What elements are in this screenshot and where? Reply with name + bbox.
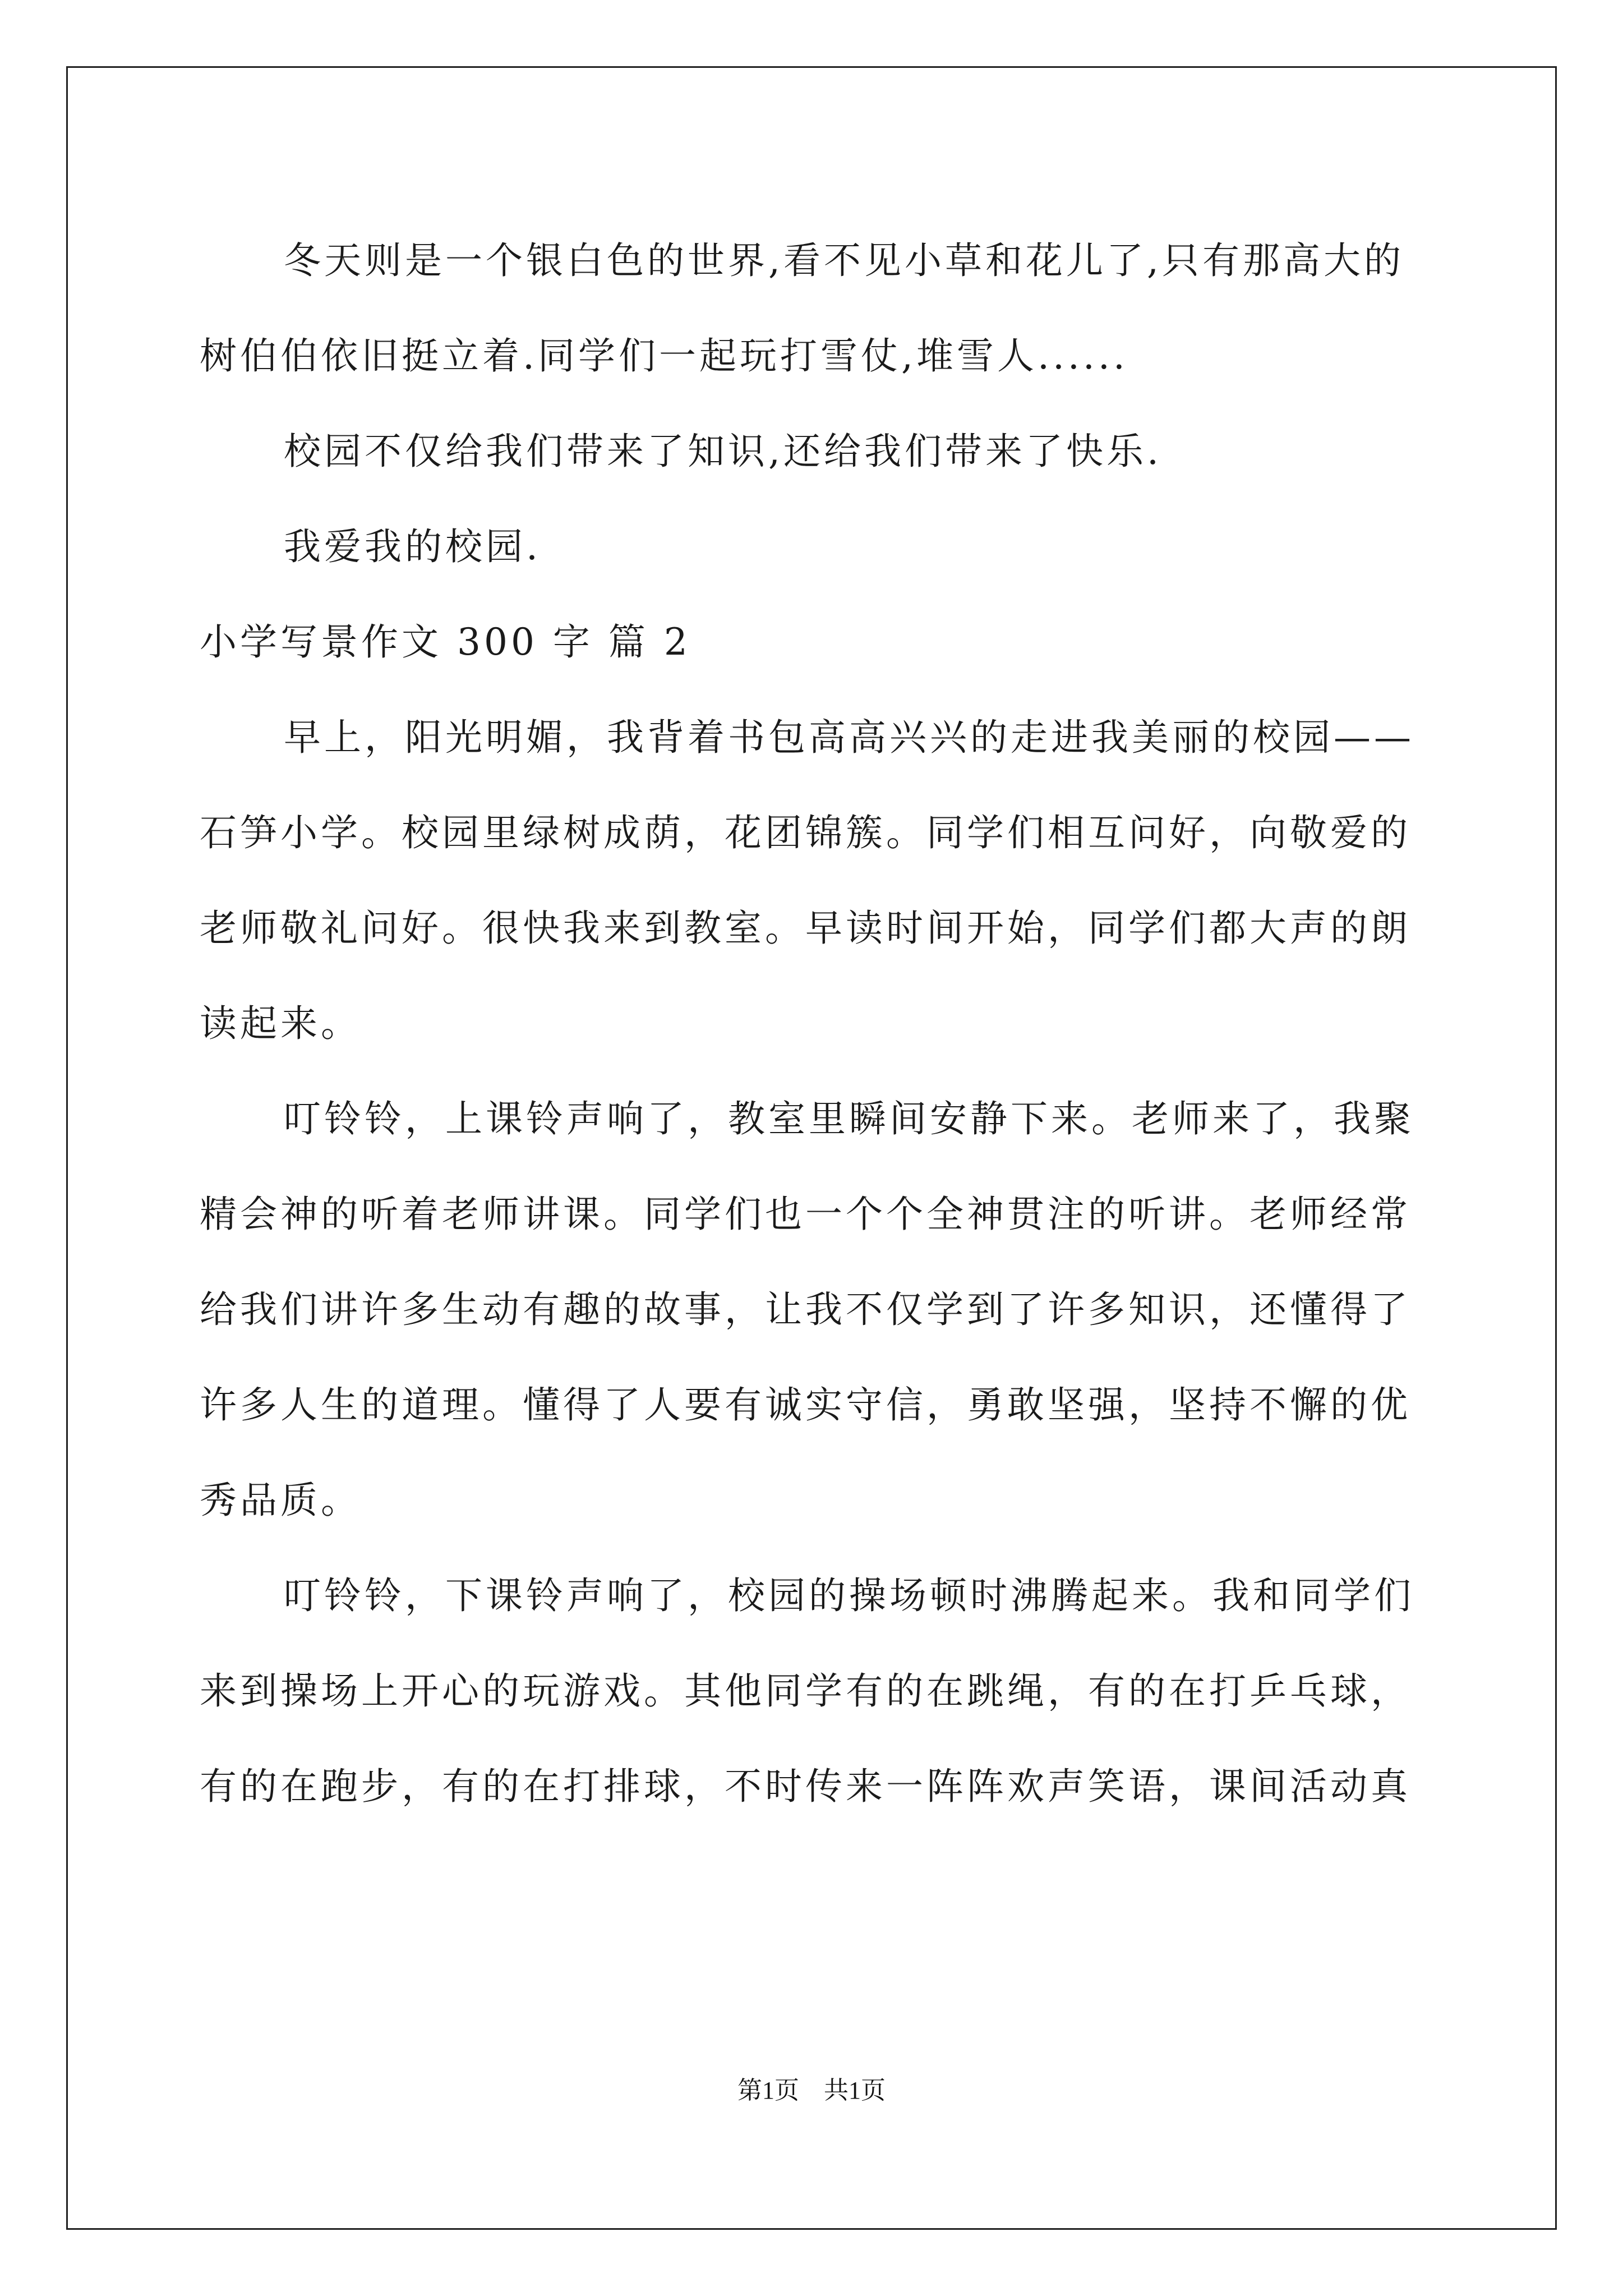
paragraph-line: 叮铃铃，下课铃声响了，校园的操场顿时沸腾起来。我和同学们	[284, 1574, 1414, 1617]
paragraph-line: 老师敬礼问好。很快我来到教室。早读时间开始，同学们都大声的朗	[200, 907, 1411, 950]
paragraph-line: 许多人生的道理。懂得了人要有诚实守信，勇敢坚强，坚持不懈的优	[200, 1383, 1411, 1427]
paragraph-line: 读起来。	[200, 1002, 361, 1045]
paragraph-line: 秀品质。	[200, 1479, 361, 1522]
paragraph-line: 有的在跑步，有的在打排球，不时传来一阵阵欢声笑语，课间活动真	[200, 1765, 1411, 1808]
paragraph-line: 精会神的听着老师讲课。同学们也一个个全神贯注的听讲。老师经常	[200, 1193, 1411, 1236]
paragraph-line: 来到操场上开心的玩游戏。其他同学有的在跳绳，有的在打乒乓球，	[200, 1669, 1411, 1713]
paragraph-line: 冬天则是一个银白色的世界,看不见小草和花儿了,只有那高大的	[284, 239, 1404, 282]
paragraph-line: 石笋小学。校园里绿树成荫，花团锦簇。同学们相互问好，向敬爱的	[200, 811, 1411, 854]
paragraph-line: 校园不仅给我们带来了知识,还给我们带来了快乐.	[284, 430, 1162, 473]
section-heading: 小学写景作文 300 字 篇 2	[200, 620, 691, 664]
paragraph-line: 我爱我的校园.	[284, 525, 541, 568]
paragraph-line: 叮铃铃，上课铃声响了，教室里瞬间安静下来。老师来了，我聚	[284, 1097, 1414, 1140]
document-body	[200, 213, 1422, 1834]
paragraph-line: 树伯伯依旧挺立着.同学们一起玩打雪仗,堆雪人......	[200, 334, 1128, 378]
paragraph-line: 给我们讲许多生动有趣的故事，让我不仅学到了许多知识，还懂得了	[200, 1288, 1411, 1331]
page-footer: 第1页 共1页	[737, 2077, 886, 2104]
paragraph-line: 早上，阳光明媚，我背着书包高高兴兴的走进我美丽的校园——	[284, 716, 1414, 759]
